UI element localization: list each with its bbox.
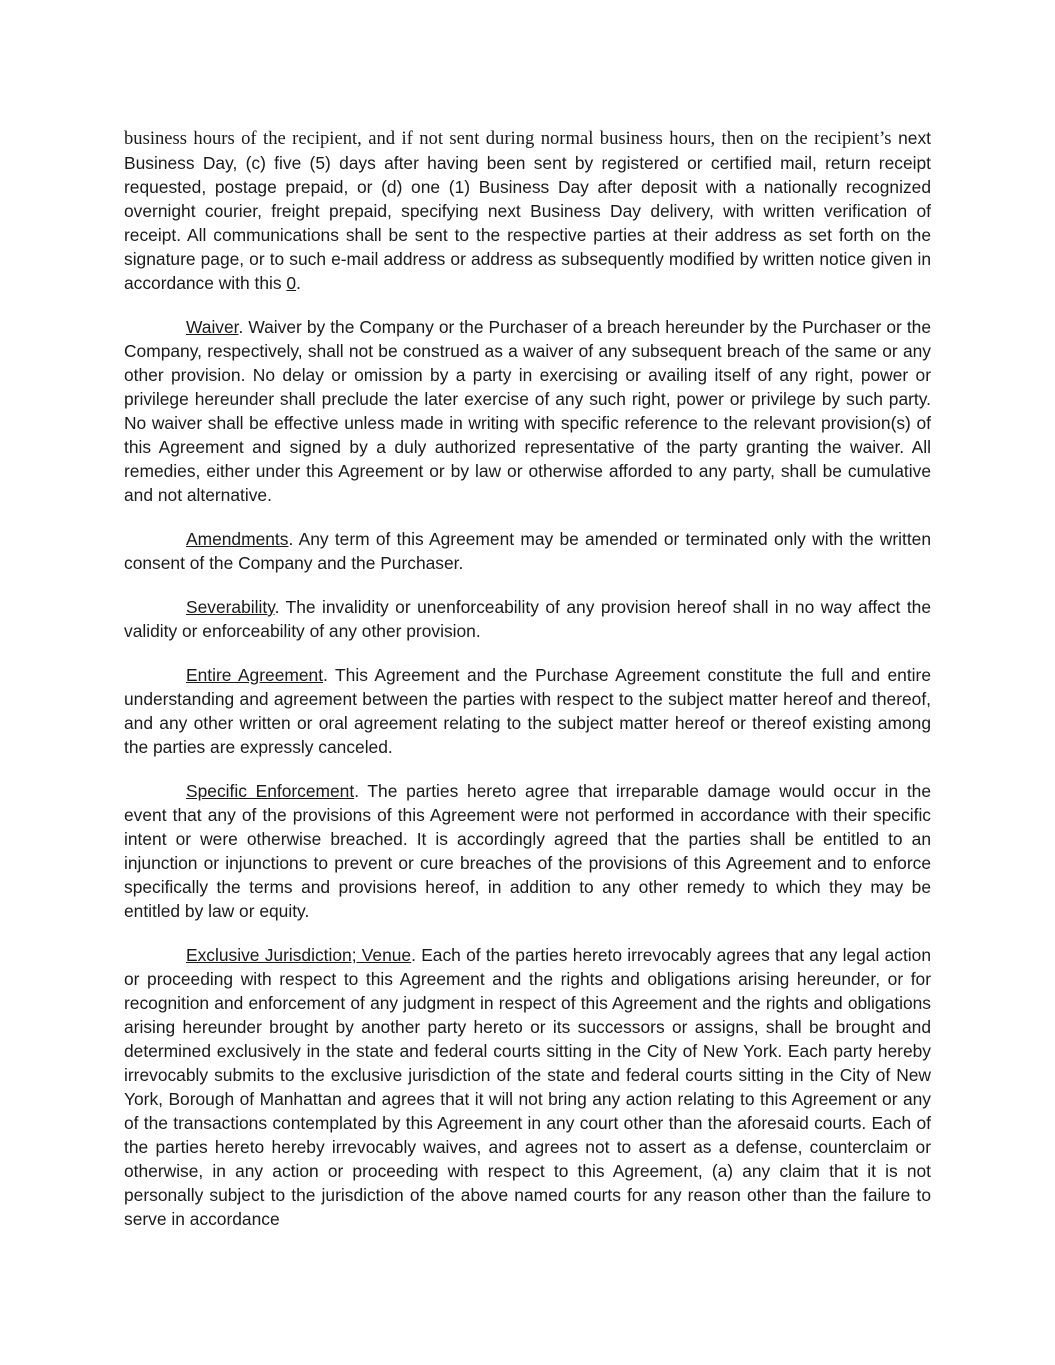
amendments-body: . Any term of this Agreement may be amended or terminated only with the written consent of the Company and the Purchaser. — [124, 529, 931, 573]
section-cross-reference-link[interactable]: 0 — [286, 273, 297, 293]
entire-agreement-body: . This Agreement and the Purchase Agreement constitute the full and entire understanding and agreement between the parties with respect to the subject matter hereof and thereof, and any other written or oral agreement relating to the subject matter hereof or thereof existing among the parties are expressly canceled. — [124, 665, 931, 757]
exclusive-jurisdiction-heading: Exclusive Jurisdiction; Venue — [186, 945, 412, 965]
notice-text-end: . — [296, 273, 301, 293]
notice-paragraph-continuation — [124, 126, 931, 295]
amendments-heading: Amendments — [186, 529, 289, 549]
entire-agreement-section — [124, 663, 931, 759]
specific-enforcement-heading: Specific Enforcement — [186, 781, 355, 801]
notice-text: next Business Day, (c) five (5) days after having been sent by registered or certified mail, return receipt requested, postage prepaid, or (d) one (1) Business Day after deposit with a nationally recognized overnight courier, freight prepaid, specifying next Business Day delivery, with written verification of receipt. All communications shall be sent to the respective parties at their address as set forth on the signature page, or to such e-mail address or address as subsequently modified by written notice given in accordance with this — [124, 128, 931, 293]
document-page — [124, 126, 931, 1251]
waiver-heading: Waiver — [186, 317, 239, 337]
specific-enforcement-section — [124, 779, 931, 923]
exclusive-jurisdiction-section — [124, 943, 931, 1231]
notice-first-line: business hours of the recipient, and if not sent during normal business hours, then on the recipient’s — [124, 128, 892, 149]
severability-heading: Severability — [186, 597, 275, 617]
amendments-section — [124, 527, 931, 575]
severability-section — [124, 595, 931, 643]
waiver-body: . Waiver by the Company or the Purchaser of a breach hereunder by the Purchaser or the Company, respectively, shall not be construed as a waiver of any subsequent breach of the same or any other provision. No delay or omission by a party in exercising or availing itself of any right, power or privilege hereunder shall preclude the later exercise of any such right, power or privilege by such party. No waiver shall be effective unless made in writing with specific reference to the relevant provision(s) of this Agreement and signed by a duly authorized representative of the party granting the waiver. All remedies, either under this Agreement or by law or otherwise afforded to any party, shall be cumulative and not alternative. — [124, 317, 931, 505]
specific-enforcement-body: . The parties hereto agree that irreparable damage would occur in the event that any of the provisions of this Agreement were not performed in accordance with their specific intent or were otherwise breached. It is accordingly agreed that the parties shall be entitled to an injunction or injunctions to prevent or cure breaches of the provisions of this Agreement and to enforce specifically the terms and provisions hereof, in addition to any other remedy to which they may be entitled by law or equity. — [124, 781, 931, 921]
waiver-section — [124, 315, 931, 507]
severability-body: . The invalidity or unenforceability of any provision hereof shall in no way affect the validity or enforceability of any other provision. — [124, 597, 931, 641]
entire-agreement-heading: Entire Agreement — [186, 665, 324, 685]
exclusive-jurisdiction-body: . Each of the parties hereto irrevocably agrees that any legal action or proceeding with respect to this Agreement and the rights and obligations arising hereunder, or for recognition and enforcement of any judgment in respect of this Agreement and the rights and obligations arising hereunder brought by another party hereto or its successors or assigns, shall be brought and determined exclusively in the state and federal courts sitting in the City of New York. Each party hereby irrevocably submits to the exclusive jurisdiction of the state and federal courts sitting in the City of New York, Borough of Manhattan and agrees that it will not bring any action relating to this Agreement or any of the transactions contemplated by this Agreement in any court other than the aforesaid courts. Each of the parties hereto hereby irrevocably waives, and agrees not to assert as a defense, counterclaim or otherwise, in any action or proceeding with respect to this Agreement, (a) any claim that it is not personally subject to the jurisdiction of the above named courts for any reason other than the failure to serve in accordance — [124, 945, 931, 1229]
